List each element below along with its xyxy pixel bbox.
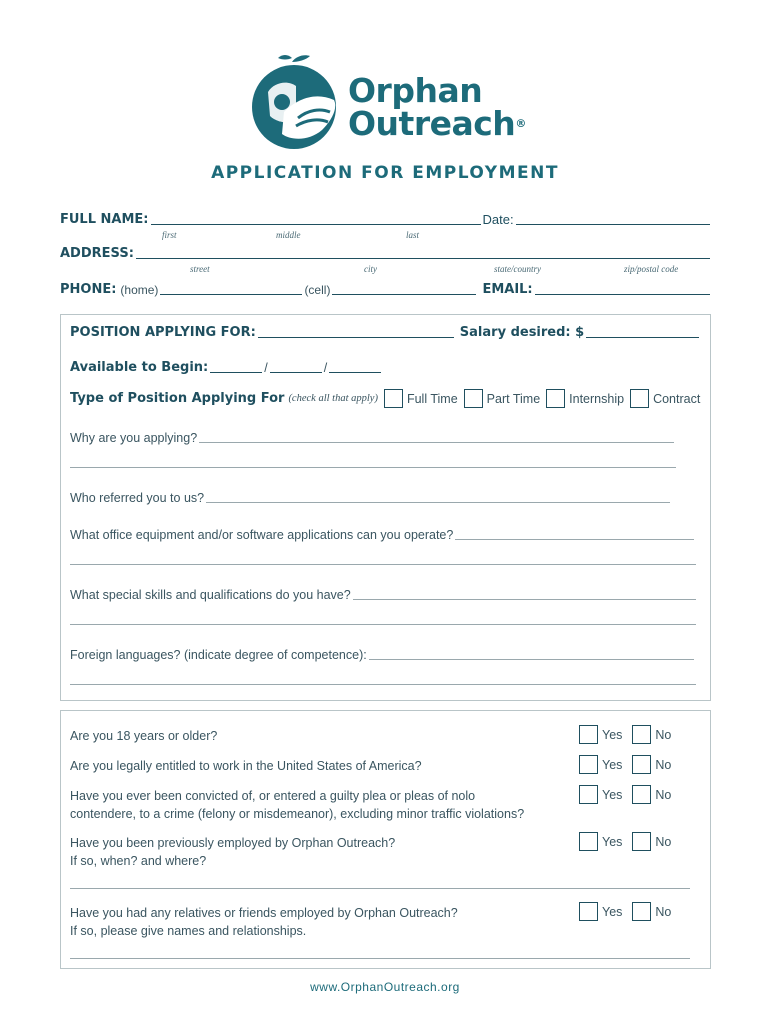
- email-label: EMAIL:: [482, 282, 533, 297]
- city-hint: city: [364, 264, 377, 274]
- first-name-hint: first: [162, 230, 177, 240]
- available-day-field[interactable]: [270, 361, 322, 373]
- q-relatives-yes-checkbox[interactable]: [579, 902, 598, 921]
- q-age: Are you 18 years or older?: [70, 729, 218, 743]
- q-age-yes-checkbox[interactable]: [579, 725, 598, 744]
- q-previous-options: [579, 832, 671, 851]
- yes-label: Yes: [602, 834, 623, 849]
- logo-line-1: Orphan: [348, 71, 483, 110]
- q-previous-no-checkbox[interactable]: [632, 832, 651, 851]
- full-name-row: [60, 212, 712, 227]
- footer-website-link[interactable]: www.OrphanOutreach.org: [310, 980, 460, 994]
- q-relatives-no-checkbox[interactable]: [632, 902, 651, 921]
- part-time-checkbox[interactable]: [464, 389, 483, 408]
- logo-registered-mark: ®: [515, 117, 526, 130]
- colon: :: [128, 246, 134, 261]
- position-type-row: [70, 389, 701, 408]
- available-label: Available to Begin:: [70, 360, 209, 375]
- colon: :: [143, 212, 149, 227]
- skills-field-line-2[interactable]: [70, 624, 696, 625]
- email-field[interactable]: [535, 283, 710, 295]
- q-conviction-options: [579, 785, 671, 804]
- q-conviction-line-2: contendere, to a crime (felony or misdemeanor), excluding minor traffic violations?: [70, 807, 525, 821]
- full-name-label: FULL NAME: [60, 212, 144, 227]
- position-row: [70, 325, 701, 340]
- middle-name-hint: middle: [276, 230, 301, 240]
- available-row: [70, 360, 701, 375]
- eligibility-section: [60, 710, 711, 969]
- q-conviction-no-checkbox[interactable]: [632, 785, 651, 804]
- why-label: Why are you applying?: [70, 431, 198, 445]
- equipment-field[interactable]: [455, 528, 694, 540]
- no-label: No: [655, 727, 672, 742]
- address-field[interactable]: [136, 247, 710, 259]
- orphan-outreach-logo: [248, 52, 528, 152]
- languages-field-line-2[interactable]: [70, 684, 696, 685]
- full-time-checkbox[interactable]: [384, 389, 403, 408]
- zip-hint: zip/postal code: [624, 264, 679, 274]
- equipment-field-line-2[interactable]: [70, 564, 696, 565]
- q-previous-line-2: If so, when? and where?: [70, 854, 207, 868]
- no-label: No: [655, 834, 672, 849]
- q-conviction-line-1: Have you ever been convicted of, or entered a guilty plea or pleas of nolo: [70, 789, 476, 803]
- date-field[interactable]: [516, 213, 710, 225]
- q-age-options: [579, 725, 671, 744]
- slash: /: [264, 361, 268, 375]
- skills-label: What special skills and qualifications do you have?: [70, 588, 351, 602]
- q-previous-yes-checkbox[interactable]: [579, 832, 598, 851]
- q-conviction: [70, 787, 560, 823]
- q-relatives-answer-field[interactable]: [70, 958, 690, 959]
- available-month-field[interactable]: [210, 361, 262, 373]
- q-conviction-yes-checkbox[interactable]: [579, 785, 598, 804]
- contract-label: Contract: [653, 391, 701, 406]
- home-phone-field[interactable]: [160, 283, 302, 295]
- page-title: APPLICATION FOR EMPLOYMENT: [211, 163, 559, 183]
- no-label: No: [655, 787, 672, 802]
- phone-row: [60, 282, 712, 297]
- salary-field[interactable]: [586, 326, 699, 338]
- position-label: POSITION APPLYING FOR: [70, 325, 251, 340]
- languages-label: Foreign languages? (indicate degree of competence):: [70, 648, 367, 662]
- q-work-eligibility: Are you legally entitled to work in the United States of America?: [70, 759, 422, 773]
- equipment-label: What office equipment and/or software applications can you operate?: [70, 528, 454, 542]
- position-type-label: Type of Position Applying For: [70, 391, 285, 406]
- q-work-yes-checkbox[interactable]: [579, 755, 598, 774]
- slash: /: [323, 361, 328, 375]
- position-field[interactable]: [258, 326, 454, 338]
- why-field[interactable]: [199, 431, 674, 443]
- yes-label: Yes: [602, 727, 623, 742]
- q-previous-line-1: Have you been previously employed by Orphan Outreach?: [70, 836, 396, 850]
- colon: :: [250, 325, 256, 340]
- equipment-row: [70, 528, 696, 542]
- languages-field[interactable]: [369, 648, 694, 660]
- referred-row: [70, 491, 672, 505]
- address-row: [60, 246, 712, 261]
- yes-label: Yes: [602, 787, 623, 802]
- salary-label: Salary desired: $: [459, 325, 585, 340]
- internship-label: Internship: [569, 391, 625, 406]
- q-previous-employment: [70, 834, 560, 870]
- cell-phone-field[interactable]: [332, 283, 476, 295]
- internship-checkbox[interactable]: [546, 389, 565, 408]
- yes-label: Yes: [602, 904, 623, 919]
- q-age-no-checkbox[interactable]: [632, 725, 651, 744]
- date-label: Date:: [482, 212, 514, 227]
- state-country-hint: state/country: [494, 264, 541, 274]
- position-type-hint: (check all that apply): [288, 393, 378, 404]
- why-row: [70, 431, 676, 445]
- logo-mark-icon: [248, 52, 344, 152]
- q-relatives-line-1: Have you had any relatives or friends employed by Orphan Outreach?: [70, 906, 458, 920]
- part-time-label: Part Time: [486, 391, 541, 406]
- home-label: (home): [120, 283, 159, 297]
- logo-line-2: Outreach: [348, 104, 516, 143]
- q-relatives-line-2: If so, please give names and relationships.: [70, 924, 307, 938]
- full-time-label: Full Time: [406, 391, 458, 406]
- logo-wordmark: [348, 71, 526, 143]
- last-name-hint: last: [406, 230, 420, 240]
- referred-label: Who referred you to us?: [70, 491, 205, 505]
- position-section: [60, 314, 711, 701]
- skills-row: [70, 588, 698, 602]
- phone-label: PHONE:: [60, 282, 117, 297]
- contract-checkbox[interactable]: [630, 389, 649, 408]
- no-label: No: [655, 904, 672, 919]
- full-name-field[interactable]: [151, 213, 481, 225]
- q-work-options: [579, 755, 671, 774]
- q-previous-answer-field[interactable]: [70, 888, 690, 889]
- cell-label: (cell): [304, 283, 331, 297]
- skills-field[interactable]: [353, 588, 696, 600]
- languages-row: [70, 648, 696, 662]
- q-relatives-options: [579, 902, 671, 921]
- q-relatives: [70, 904, 560, 940]
- why-field-line-2[interactable]: [70, 467, 676, 468]
- address-label: ADDRESS: [60, 246, 129, 261]
- yes-label: Yes: [602, 757, 623, 772]
- q-work-no-checkbox[interactable]: [632, 755, 651, 774]
- street-hint: street: [190, 264, 210, 274]
- no-label: No: [655, 757, 672, 772]
- referred-field[interactable]: [206, 491, 670, 503]
- available-year-field[interactable]: [329, 361, 381, 373]
